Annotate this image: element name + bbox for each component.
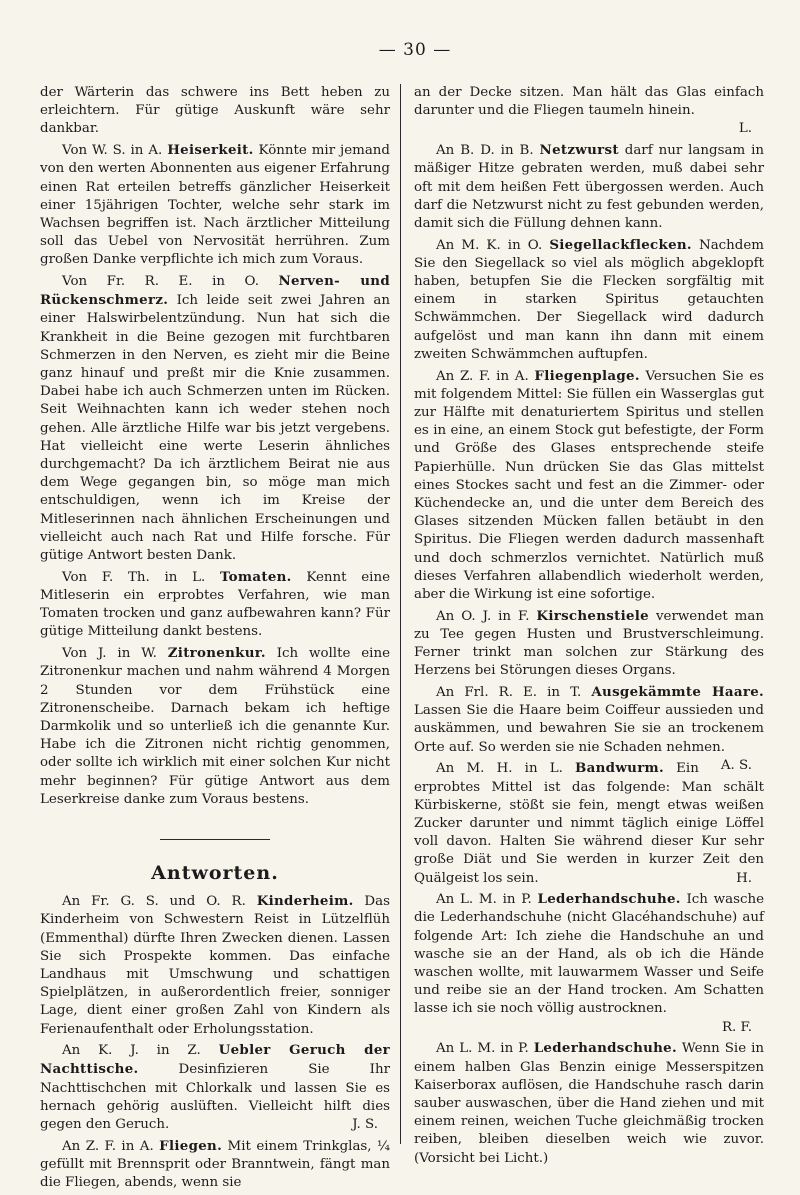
paragraph-text: an der Decke sitzen. Man hält das Glas einfach darunter und die Fliegen taumeln hinein. <box>414 85 764 119</box>
topic-keyword: Netzwurst <box>539 142 619 159</box>
answer-text: Nachdem Sie den Siegellack so viel als möglich abgeklopft haben, betupfen Sie die Flecken sorgfältig mit einem in starken Spiritus getauchten Schwämmchen. Der Siegellack wird dadurch aufgelöst und man kann ihn dann mit einem zweiten Schwämmchen auftupfen. <box>414 237 764 362</box>
question-nervenschmerz <box>40 272 390 565</box>
topic-keyword: Kinderheim. <box>256 893 354 910</box>
right-column <box>414 84 764 1170</box>
recipient: An O. J. in F. <box>436 608 537 624</box>
section-divider <box>160 839 270 840</box>
recipient: An M. H. in L. <box>436 761 576 777</box>
continued-paragraph <box>40 84 390 139</box>
question-tomaten <box>40 568 390 642</box>
page-number: — 30 — <box>378 40 452 60</box>
continued-paragraph <box>414 84 764 139</box>
recipient: An Z. F. in A. <box>62 1138 160 1154</box>
answer-text: darf nur langsam in mäßiger Hitze gebraten werden, muß dabei sehr oft mit dem heißen Fett übergossen werden. Auch darf die Netzwurst nicht zu fest gebunden werden, damit sich die Füllung dehnen kann. <box>414 143 764 231</box>
topic-keyword: Fliegen. <box>159 1137 223 1154</box>
question-text: Könnte mir jemand von den werten Abonnenten aus eigener Erfahrung einen Rat erteilen betreffs gänzlicher Heiserkeit einer 15jährigen Tochter, welche sehr stark im Wachsen begriffen ist. Nach ärztlicher Mitteilung soll das Uebel von Nervosität herrühren. Zum großen Danke verpflichte ich mich zum Voraus. <box>40 143 390 268</box>
recipient: An Z. F. in A. <box>436 368 535 384</box>
answer-kirschenstiele <box>414 607 764 681</box>
topic-keyword: Ausgekämmte Haare. <box>591 684 764 700</box>
signature: J. S. <box>352 1117 378 1133</box>
topic-keyword: Siegellackflecken. <box>549 236 692 253</box>
signature: H. <box>736 870 752 886</box>
answer-nachttische <box>40 1041 390 1134</box>
column-rule <box>400 84 401 1144</box>
topic-keyword: Fliegenplage. <box>534 367 640 384</box>
sender: Von Fr. R. E. in O. <box>62 274 279 290</box>
topic-keyword: Nerven- und Rückenschmerz. <box>40 273 390 309</box>
answer-netzwurst <box>414 141 764 233</box>
topic-keyword: Lederhandschuhe. <box>533 1040 677 1057</box>
answer-text: Versuchen Sie es mit folgendem Mittel: Sie füllen ein Wasserglas gut zur Hälfte mit denaturiertem Spiritus und stellen es in eine, an einem Stock gut befestigte, der Form und Größe des Glases entsprechende steife Papierhülle. Nun drücken Sie das Glas mittelst eines Stockes sacht und fest an die Zimmer- oder Küchendecke an, und die unter dem Bereich des Glases sitzenden Mücken fallen betäubt in den Spiritus. Die Fliegen werden dadurch massenhaft und doch schmerzlos vernichtet. Natürlich muß dieses Verfahren allabendlich wiederholt werden, aber die Wirkung ist eine sofortige. <box>414 368 764 602</box>
recipient: An Fr. G. S. und O. R. <box>62 894 257 910</box>
answer-kinderheim <box>40 892 390 1039</box>
recipient: An K. J. in Z. <box>62 1043 219 1059</box>
answer-text: Lassen Sie die Haare beim Coiffeur aussieden und auskämmen, und bewahren Sie sie an trockenem Orte auf. So werden sie nie Schaden nehmen. <box>414 703 764 755</box>
signature: R. F. <box>721 1019 752 1035</box>
answer-bandwurm <box>414 759 764 887</box>
answers-heading: Antworten. <box>151 861 279 884</box>
question-text: Ich leide seit zwei Jahren an einer Halswirbelentzündung. Nun hat sich die Krankheit in die Beine gezogen mit furchtbaren Schmerzen in den Nerven, es zieht mir die Beine ganz hinauf und preßt mir die Knie zusammen. Dabei habe ich auch Schmerzen unten im Rücken. Seit Weihnachten kann ich weder stehen noch gehen. Alle ärztliche Hilfe war bis jetzt vergebens. Hat vielleicht eine werte Leserin ähnliches durchgemacht? Da ich ärztlichem Beirat nie aus dem Wege gegangen bin, so möge man mich entschuldigen, wenn ich im Kreise der Mitleserinnen nach ähnlichen Erscheinungen und vielleicht auch nach Rat und Hilfe forsche. Für gütige Antwort besten Dank. <box>40 293 390 564</box>
recipient: An Frl. R. E. in T. <box>436 685 592 700</box>
topic-keyword: Kirschenstiele <box>536 607 650 624</box>
sender: Von W. S. in A. <box>62 143 168 159</box>
answer-text: Mit einem Trinkglas, ¼ gefüllt mit Brennsprit oder Branntwein, fängt man die Fliegen, abends, wenn sie <box>40 1138 390 1191</box>
topic-keyword: Bandwurm. <box>575 760 664 777</box>
topic-keyword: Lederhandschuhe. <box>537 891 681 908</box>
left-column <box>40 84 390 1195</box>
question-text: Kennt eine Mitleserin ein erprobtes Verfahren, wie man Tomaten trocken und ganz aufbewahren kann? Für gütige Mitteilung dankt bestens. <box>40 569 390 640</box>
answer-text: Das Kinderheim von Schwestern Reist in Lützelflüh (Emmenthal) dürfte Ihren Zwecken dienen. Lassen Sie sich Prospekte kommen. Das einfache Landhaus mit Umschwung und schattigen Spielplätzen, in außerordentlich freier, sonniger Lage, dient einer großen Zahl von Kindern als Ferienaufenthalt oder Erholungsstation. <box>40 894 390 1037</box>
answer-text: Wenn Sie in einem halben Glas Benzin einige Messerspitzen Kaiserborax auflösen, die Handschuhe rasch darin sauber auswaschen, über die Hand ziehen und mit einem reinen, weichen Tuche gleichmäßig trocken reiben, bleiben dieselben weich wie zuvor. (Vorsicht bei Licht.) <box>414 1041 764 1166</box>
question-text: Ich wollte eine Zitronenkur machen und nahm während 4 Morgen 2 Stunden vor dem Frühstück eine Zitronenscheibe. Darnach bekam ich heftige Darmkolik und so unterließ ich die genannte Kur. Habe ich die Zitronen nicht richtig genommen, oder sollte ich wirklich mit einer solchen Kur nicht mehr beginnen? Für gütige Antwort aus dem Leserkreise danke zum Voraus bestens. <box>40 646 390 807</box>
answer-fliegenplage <box>414 367 764 605</box>
sender: Von J. in W. <box>62 646 168 662</box>
topic-keyword: Zitronenkur. <box>167 645 266 662</box>
answer-lederhandschuhe-2 <box>414 1039 764 1167</box>
recipient: An L. M. in P. <box>436 1041 534 1057</box>
sender: Von F. Th. in L. <box>62 569 220 585</box>
topic-keyword: Uebler Geruch der Nachttische. <box>40 1042 391 1078</box>
recipient: An L. M. in P. <box>436 892 538 908</box>
answer-text: Ein erprobtes Mittel ist das folgende: Man schält Kürbiskerne, stößt sie fein, mengt etwas weißen Zucker darunter und nimmt täglich einige Löffel voll davon. Halten Sie während dieser Kur sehr große Diät und Sie werden in kurzer Zeit den Quälgeist los sein. <box>414 761 764 886</box>
answer-text: Desinfizieren Sie Ihr Nachttischchen mit Chlorkalk und lassen Sie es hernach gehörig auslüften. Vielleicht hilft dies gegen den Geruch. <box>40 1062 390 1133</box>
signature: L. <box>738 121 752 137</box>
question-heiserkeit <box>40 141 390 269</box>
topic-keyword: Heiserkeit. <box>167 142 254 159</box>
signature: A. S. <box>720 757 752 773</box>
answer-lederhandschuhe-1 <box>414 890 764 1037</box>
answer-siegellack <box>414 236 764 364</box>
paragraph-text: der Wärterin das schwere ins Bett heben zu erleichtern. Für gütige Auskunft wäre sehr dankbar. <box>40 85 390 137</box>
topic-keyword: Tomaten. <box>219 568 292 585</box>
question-zitronenkur <box>40 644 390 809</box>
answer-text: verwendet man zu Tee gegen Husten und Brustverschleimung. Ferner trinkt man solchen zur Stärkung des Herzens bei Störungen dieses Organs. <box>414 608 764 679</box>
recipient: An M. K. in O. <box>436 237 550 253</box>
recipient: An B. D. in B. <box>436 143 540 159</box>
answer-text: Ich wasche die Lederhandschuhe (nicht Glacéhandschuhe) auf folgende Art: Ich ziehe die Handschuhe an und wasche sie an der Hand, als ob ich die Hände waschen wollte, mit lauwarmem Wasser und Seife und reibe sie an der Hand trocken. Am Schatten lasse ich sie noch völlig austrocknen. <box>414 892 764 1017</box>
